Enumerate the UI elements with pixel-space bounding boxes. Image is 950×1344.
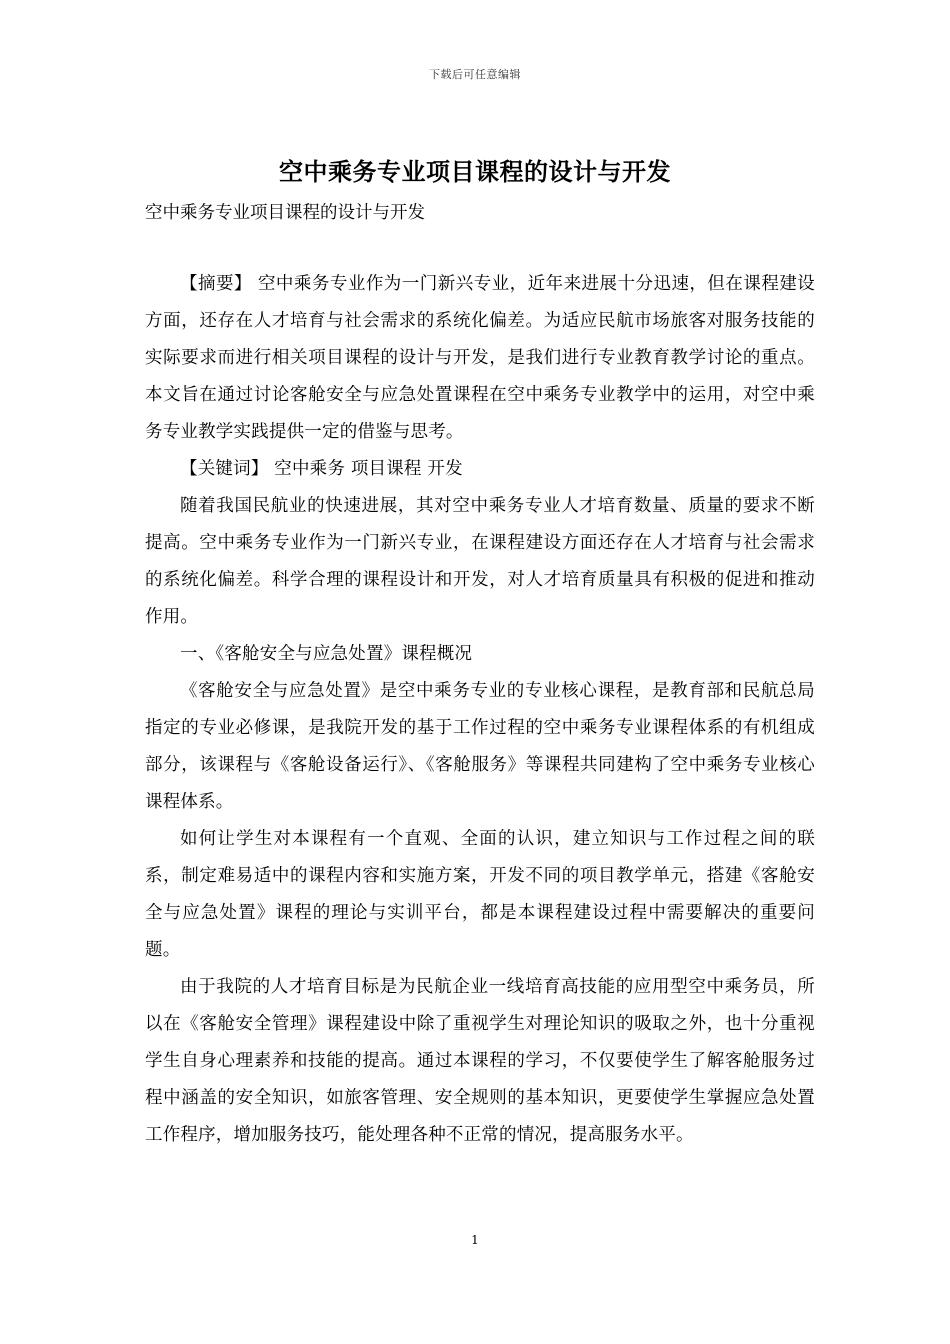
header-note: 下载后可任意编辑 [429, 68, 521, 81]
keywords-paragraph: 【关键词】 空中乘务 项目课程 开发 [180, 459, 463, 479]
document-title: 空中乘务专业项目课程的设计与开发 [279, 157, 671, 186]
body-paragraph: 由于我院的人才培育目标是为民航企业一线培育高技能的应用型空中乘务员，所以在《客舱安全管理》课程建设中除了重视学生对理论知识的吸取之外，也十分重视学生自身心理素养和技能的提高。通过本课程的学习，不仅要使学生了解客舱服务过程中涵盖的安全知识，如旅客管理、安全规则的基本知识，更要使学生掌握应急处置工作程序，增加服务技巧，能处理各种不正常的情况，提高服务水平。 [145, 977, 815, 1145]
abstract-paragraph: 【摘要】 空中乘务专业作为一门新兴专业，近年来进展十分迅速，但在课程建设方面，还存在人才培育与社会需求的系统化偏差。为适应民航市场旅客对服务技能的实际要求而进行相关项目课程的设计与开发，是我们进行专业教育教学讨论的重点。本文旨在通过讨论客舱安全与应急处置课程在空中乘务专业教学中的运用，对空中乘务专业教学实践提供一定的借鉴与思考。 [145, 274, 815, 442]
body-paragraph: 如何让学生对本课程有一个直观、全面的认识，建立知识与工作过程之间的联系，制定难易适中的课程内容和实施方案，开发不同的项目教学单元，搭建《客舱安全与应急处置》课程的理论与实训平台，都是本课程建设过程中需要解决的重要问题。 [145, 829, 815, 960]
intro-paragraph: 随着我国民航业的快速进展，其对空中乘务专业人才培育数量、质量的要求不断提高。空中乘务专业作为一门新兴专业，在课程建设方面还存在人才培育与社会需求的系统化偏差。科学合理的课程设计和开发，对人才培育质量具有积极的促进和推动作用。 [145, 496, 815, 627]
document-subtitle: 空中乘务专业项目课程的设计与开发 [145, 203, 425, 223]
section-heading: 一、《客舱安全与应急处置》课程概况 [180, 644, 473, 664]
page-number: 1 [471, 1233, 479, 1247]
body-paragraph: 《客舱安全与应急处置》是空中乘务专业的专业核心课程，是教育部和民航总局指定的专业必修课，是我院开发的基于工作过程的空中乘务专业课程体系的有机组成部分，该课程与《客舱设备运行》、《客舱服务》等课程共同建构了空中乘务专业核心课程体系。 [145, 681, 815, 812]
document-body [145, 266, 815, 1154]
